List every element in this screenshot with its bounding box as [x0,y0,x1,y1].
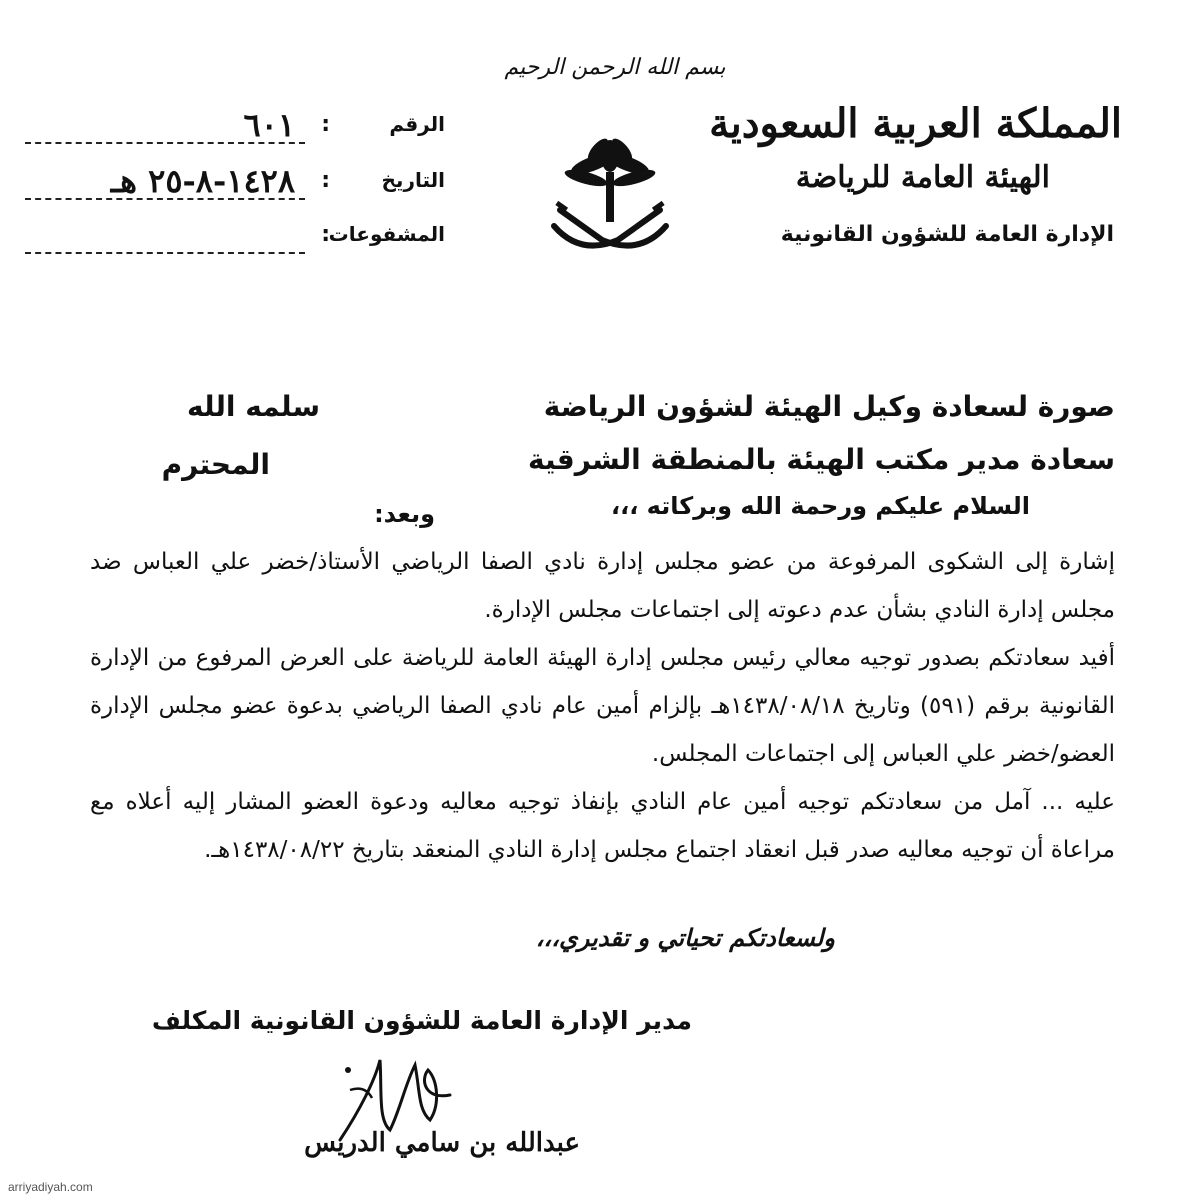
body-paragraph-1: إشارة إلى الشكوى المرفوعة من عضو مجلس إدارة نادي الصفا الرياضي الأستاذ/خضر علي العباس ضد مجلس إدارة النادي بشأن عدم دعوته إلى اجتماعات مجلس الإدارة. [90,549,1115,623]
number-label: الرقم [389,112,445,136]
signatory-title: مدير الإدارة العامة للشؤون القانونية المكلف [151,1006,692,1035]
greeting-wabad: وبعد: [374,500,435,528]
saudi-emblem-icon [540,128,680,268]
body-paragraph-2: أفيد سعادتكم بصدور توجيه معالي رئيس مجلس إدارة الهيئة العامة للرياضة على العرض المرفوع من الإدارة القانونية برقم (٥٩١) وتاريخ ١٤٣٨/٠٨/١٨هـ بإلزام أمين عام نادي الصفا الرياضي بدعوة عضو مجلس الإدارة العضو/خضر علي العباس إلى اجتماعات المجلس. [90,645,1116,767]
date-field: التاريخ : ١٤٢٨-٨-٢٥ هـ [25,168,445,208]
attachments-line [25,252,305,254]
main-salutation: المحترم [161,448,270,481]
basmala: بسم الله الرحمن الرحيم [504,55,726,80]
authority-title: الهيئة العامة للرياضة [795,160,1050,195]
copy-salutation: سلمه الله [187,390,320,423]
main-addressee: سعادة مدير مكتب الهيئة بالمنطقة الشرقية [528,443,1115,476]
date-label: التاريخ [381,168,445,192]
site-watermark: arriyadiyah.com [8,1180,93,1194]
number-value: ٦٠١ [243,106,295,144]
kingdom-title: المملكة العربية السعودية [709,100,1122,147]
closing-line: ولسعادتكم تحياتي و تقديري،،، [535,924,835,952]
number-field: الرقم : ٦٠١ [25,112,445,152]
department-title: الإدارة العامة للشؤون القانونية [780,222,1114,247]
signatory-name: عبدالله بن سامي الدريس [304,1128,580,1158]
greeting-salam: السلام عليكم ورحمة الله وبركاته ،،، [610,492,1030,520]
copy-addressee: صورة لسعادة وكيل الهيئة لشؤون الرياضة [543,390,1115,423]
date-value: ١٤٢٨-٨-٢٥ هـ [110,162,295,200]
body-paragraph-3: عليه ... آمل من سعادتكم توجيه أمين عام النادي بإنفاذ توجيه معاليه ودعوة العضو المشار إليه أعلاه مع مراعاة أن توجيه معاليه صدر قبل انعقاد اجتماع مجلس إدارة النادي المنعقد بتاريخ ١٤٣٨/٠٨/٢٢هـ. [90,789,1115,863]
attachments-field: المشفوعات : [25,222,445,262]
attachments-label: المشفوعات [328,222,445,246]
